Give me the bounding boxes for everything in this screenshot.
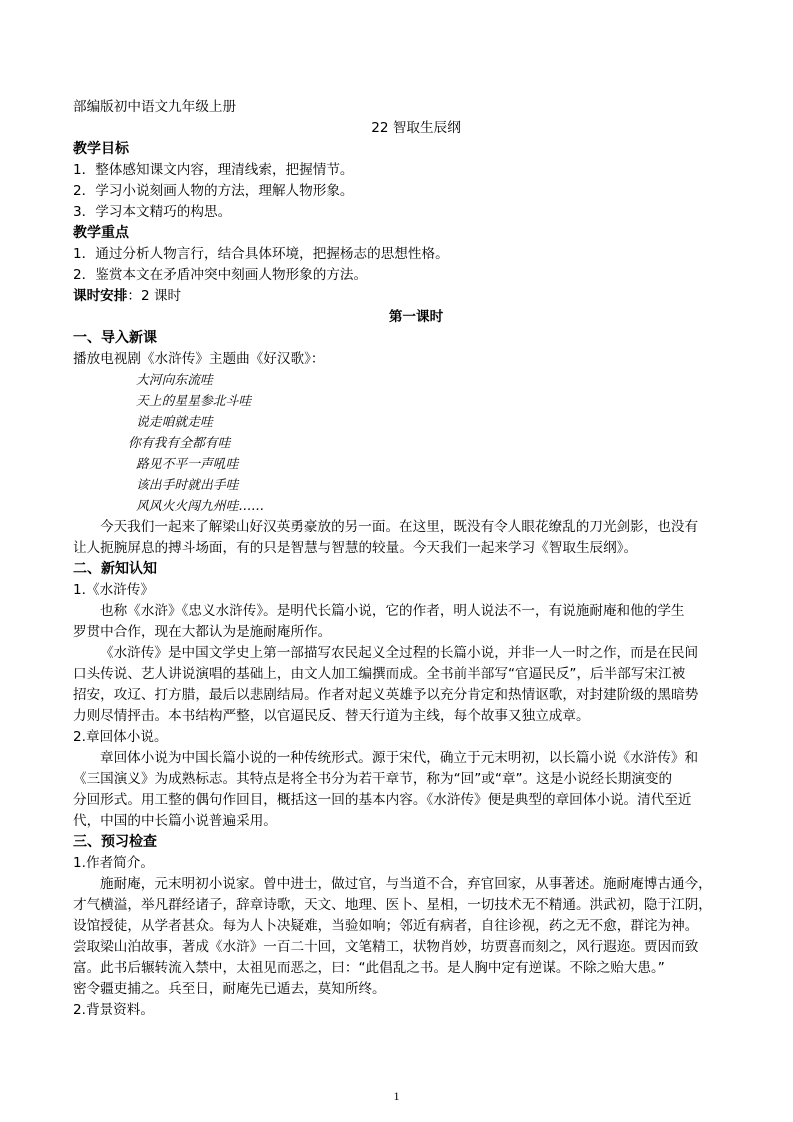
lyric-line: 你有我有全都有哇 bbox=[128, 436, 231, 451]
section2-sub1: 1.《水浒传》 bbox=[73, 582, 154, 598]
lyric-line: 天上的星星参北斗哇 bbox=[136, 394, 252, 409]
paragraph-line: 口头传说、艺人讲说演唱的基础上，由文人加工编撰而成。全书前半部写“官逼民反”，后半部写宋江被 bbox=[73, 666, 686, 682]
paragraph-line: 让人扼腕屏息的搏斗场面，有的只是智慧与智慧的较量。今天我们一起来学习《智取生辰纲》。 bbox=[73, 540, 638, 556]
paragraph-line: 力则尽情抨击。本书结构严整，以官逼民反、替天行道为主线，每个故事又独立成章。 bbox=[73, 708, 590, 724]
paragraph-line: 章回体小说为中国长篇小说的一种传统形式。源于宋代，确立于元末明初，以长篇小说《水浒传》和 bbox=[100, 750, 699, 766]
document-page bbox=[73, 97, 723, 1021]
paragraph-line: 施耐庵，元末明初小说家。曾中进士，做过官，与当道不合，弃官回家，从事著述。施耐庵博古通今， bbox=[100, 876, 712, 892]
keypoint-item: 1．通过分析人物言行，结合具体环境，把握杨志的思想性格。 bbox=[73, 246, 449, 262]
lyric-line: 说走咱就走哇 bbox=[136, 415, 213, 430]
paragraph-line: 设馆授徒，从学者甚众。每为人卜决疑难，当验如响；邻近有病者，自往诊视，药之无不愈，群诧为神。 bbox=[73, 918, 699, 934]
section1-heading: 一、导入新课 bbox=[73, 330, 157, 346]
paragraph-line: 今天我们一起来了解梁山好汉英勇豪放的另一面。在这里，既没有令人眼花缭乱的刀光剑影，也没有 bbox=[100, 519, 699, 535]
schedule-label: 课时安排 bbox=[73, 288, 128, 304]
paragraph-line: 代，中国的中长篇小说普遍采用。 bbox=[73, 813, 277, 829]
section3-sub1: 1.作者简介。 bbox=[73, 855, 154, 871]
paragraph-line: 富。此书后辗转流入禁中，太祖见而恶之，曰：“此倡乱之书。是人胸中定有逆谋。不除之贻大患。” bbox=[73, 960, 665, 976]
schedule-line bbox=[73, 286, 723, 307]
keypoints-heading: 教学重点 bbox=[73, 225, 129, 241]
paragraph-line: 才气横溢，举凡群经诸子，辞章诗歌，天文、地理、医卜、星相，一切技术无不精通。洪武初，隐于江阴， bbox=[73, 897, 712, 913]
paragraph-line: 分回形式。用工整的偶句作回目，概括这一回的基本内容。《水浒传》便是典型的章回体小说。清代至近 bbox=[73, 792, 692, 808]
period-title: 第一课时 bbox=[388, 309, 444, 325]
lyric-line: 路见不平一声吼哇 bbox=[136, 457, 239, 472]
lyric-line: 风风火火闯九州哇…… bbox=[136, 499, 264, 514]
section1-intro: 播放电视剧《水浒传》主题曲《好汉歌》： bbox=[73, 351, 325, 367]
lyric-line: 大河向东流哇 bbox=[136, 373, 213, 388]
keypoint-item: 2．鉴赏本文在矛盾冲突中刻画人物形象的方法。 bbox=[73, 267, 368, 283]
book-header: 部编版初中语文九年级上册 bbox=[73, 99, 237, 115]
paragraph-line: 《三国演义》为成熟标志。其特点是将全书分为若干章节，称为“回”或“章”。这是小说经长期演变的 bbox=[73, 771, 673, 787]
lyric-line: 该出手时就出手哇 bbox=[136, 478, 239, 493]
page-number: 1 bbox=[393, 1089, 400, 1103]
objectives-heading: 教学目标 bbox=[73, 141, 129, 157]
paragraph-line: 密令疆吏捕之。兵至日，耐庵先已遁去，莫知所终。 bbox=[73, 981, 386, 997]
section3-sub2: 2.背景资料。 bbox=[73, 1002, 154, 1018]
objective-item: 1．整体感知课文内容，理清线索，把握情节。 bbox=[73, 162, 354, 178]
lesson-title: 22 智取生辰纲 bbox=[371, 120, 461, 136]
objective-item: 2．学习小说刻画人物的方法，理解人物形象。 bbox=[73, 183, 354, 199]
section3-heading: 三、预习检查 bbox=[73, 834, 157, 850]
paragraph-line: 《水浒传》是中国文学史上第一部描写农民起义全过程的长篇小说，并非一人一时之作，而是在民间 bbox=[100, 645, 699, 661]
paragraph-line: 招安，攻辽、打方腊，最后以悲剧结局。作者对起义英雄予以充分肯定和热情讴歌，对封建阶级的黑暗势 bbox=[73, 687, 699, 703]
paragraph-line: 也称《水浒》《忠义水浒传》。是明代长篇小说，它的作者，明人说法不一，有说施耐庵和他的学生 bbox=[100, 603, 685, 619]
paragraph-line: 尝取梁山泊故事，著成《水浒》一百二十回，文笔精工，状物肖妙，坊贾喜而刻之，风行遐迩。贾因而致 bbox=[73, 939, 699, 955]
section2-heading: 二、新知认知 bbox=[73, 561, 157, 577]
objective-item: 3．学习本文精巧的构思。 bbox=[73, 204, 232, 220]
schedule-value: ：2 课时 bbox=[127, 288, 182, 304]
paragraph-line: 罗贯中合作，现在大都认为是施耐庵所作。 bbox=[73, 624, 332, 640]
section2-sub2: 2.章回体小说。 bbox=[73, 729, 168, 745]
